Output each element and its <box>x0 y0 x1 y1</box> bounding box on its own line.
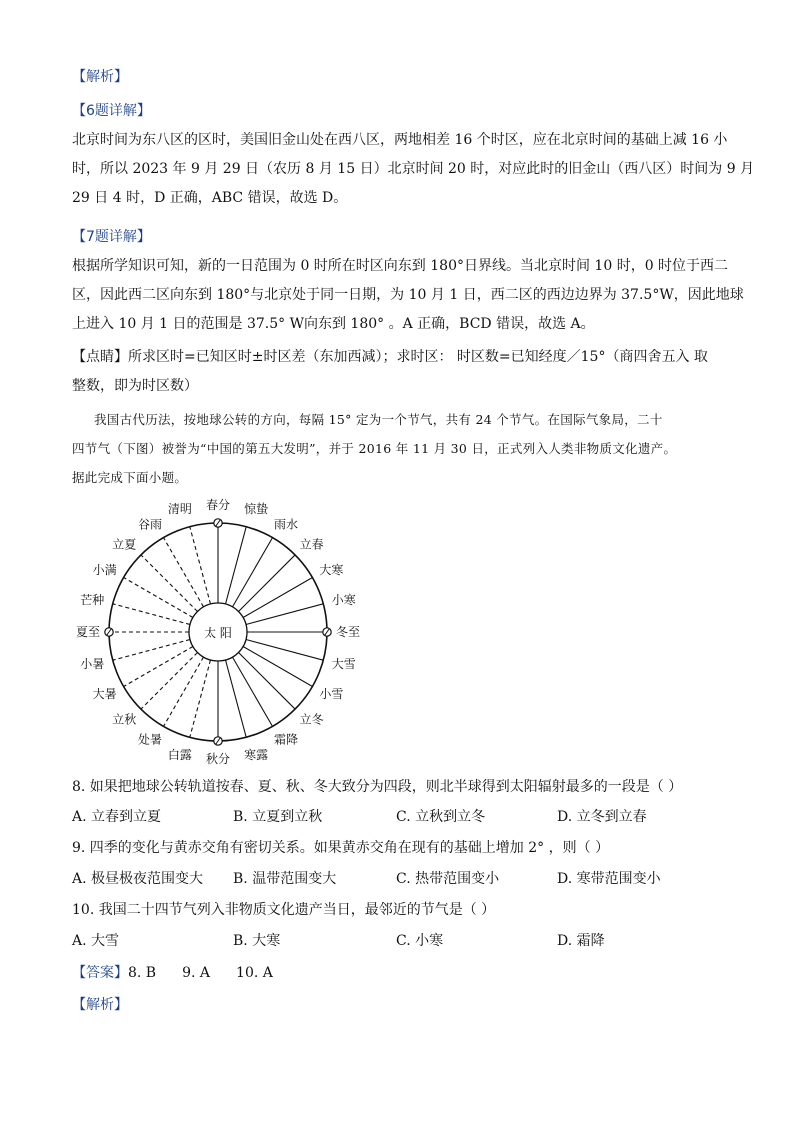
intro-paragraph <box>72 405 722 492</box>
q6-detail-heading: 【6题详解】 <box>72 103 151 119</box>
solar-term-label: 处暑 <box>137 732 162 747</box>
solar-term-label: 雨水 <box>274 517 299 532</box>
text-line <box>72 343 722 372</box>
solar-term-label: 夏至 <box>75 625 100 639</box>
q7-detail-text <box>72 252 744 339</box>
spoke-line <box>124 578 193 618</box>
answer-item: 9. A <box>182 965 211 981</box>
question-9-option-c[interactable]: C. 热带范围变小 <box>396 871 500 887</box>
text-line: 区，因此西二区向东到 180°与北京处于同一日期，为 10 月 1 日，西二区的西边边界为 37.5°W，因此地球 <box>72 287 744 303</box>
spoke-line <box>164 538 204 607</box>
text-line: 29 日 4 时，D 正确，ABC 错误，故选 D。 <box>72 190 348 206</box>
answer-line <box>72 962 273 982</box>
spoke-line <box>141 653 198 710</box>
text-line: 上进入 10 月 1 日的范围是 37.5° W向东到 180° 。A 正确，BCD 错误，故选 A。 <box>72 316 595 332</box>
text-line: 整数，即为时区数） <box>72 378 198 394</box>
spoke-line <box>113 640 190 661</box>
question-10-option-b[interactable]: B. 大寒 <box>233 933 281 949</box>
solar-term-label: 春分 <box>205 498 231 512</box>
analysis-heading-2: 【解析】 <box>72 997 128 1013</box>
text-line: 根据所学知识可知，新的一日范围为 0 时所在时区向东到 180°日界线。当北京时间 10 时，0 时位于西二 <box>72 258 729 274</box>
question-9-stem: 9. 四季的变化与黄赤交角有密切关系。如果黄赤交角在现有的基础上增加 2° ，则（ ） <box>72 840 610 856</box>
solar-term-label: 小雪 <box>319 687 344 701</box>
solar-term-label: 清明 <box>167 502 192 517</box>
solar-term-label: 霜降 <box>274 732 299 747</box>
text-line: 时，所以 2023 年 9 月 29 日（农历 8 月 15 日）北京时间 20 时，对应此时的旧金山（西八区）时间为 9 月 <box>72 161 755 177</box>
spoke-line <box>226 660 247 737</box>
solar-term-label: 小寒 <box>331 592 356 607</box>
text-line: 我国古代历法，按地球公转的方向，每隔 15° 定为一个节气，共有 24 个节气。在国际气象局，二十 <box>94 412 663 427</box>
spoke-line <box>246 604 323 625</box>
solar-term-label: 秋分 <box>205 752 231 766</box>
q6-detail-text <box>72 126 755 213</box>
spoke-line <box>246 640 323 661</box>
question-10-option-d[interactable]: D. 霜降 <box>557 933 605 949</box>
question-8-option-a[interactable]: A. 立春到立夏 <box>72 809 162 825</box>
spoke-line <box>190 660 211 737</box>
question-9-option-d[interactable]: D. 寒带范围变小 <box>557 871 661 887</box>
solar-term-label: 立秋 <box>112 712 137 727</box>
solar-term-label: 惊蛰 <box>244 502 269 517</box>
solar-term-label: 白露 <box>167 747 192 762</box>
solar-term-label: 立冬 <box>299 712 324 727</box>
spoke-line <box>226 527 247 604</box>
question-8-option-b[interactable]: B. 立夏到立秋 <box>233 809 323 825</box>
question-8-option-d[interactable]: D. 立冬到立春 <box>557 809 647 825</box>
tip-text <box>72 343 722 401</box>
solar-term-label: 寒露 <box>244 747 269 762</box>
question-9-option-b[interactable]: B. 温带范围变大 <box>233 871 337 887</box>
answer-item: 8. B <box>128 965 157 981</box>
question-10-option-a[interactable]: A. 大雪 <box>72 933 120 949</box>
solar-terms-diagram <box>60 490 400 770</box>
spoke-line <box>243 578 312 618</box>
spoke-line <box>164 657 204 726</box>
question-9-option-a[interactable]: A. 极昼极夜范围变大 <box>72 871 204 887</box>
spoke-line <box>233 657 273 726</box>
tip-label: 【点睛】 <box>72 349 128 365</box>
question-10-option-c[interactable]: C. 小寒 <box>396 933 444 949</box>
spoke-line <box>124 647 193 687</box>
solar-term-label: 冬至 <box>336 625 361 639</box>
solar-term-label: 大寒 <box>319 563 344 577</box>
spoke-line <box>113 604 190 625</box>
spoke-line <box>243 647 312 687</box>
answer-item: 10. A <box>236 965 273 981</box>
spoke-line <box>141 555 198 612</box>
solar-term-label: 小暑 <box>80 657 105 672</box>
spoke-line <box>233 538 273 607</box>
question-8-option-c[interactable]: C. 立秋到立冬 <box>396 809 486 825</box>
question-8-stem: 8. 如果把地球公转轨道按春、夏、秋、冬大致分为四段，则北半球得到太阳辐射最多的一段是（ ） <box>72 779 683 795</box>
solar-term-label: 谷雨 <box>137 517 162 532</box>
text-line: 北京时间为东八区的区时，美国旧金山处在西八区，两地相差 16 个时区，应在北京时间的基础上减 16 小 <box>72 132 728 148</box>
solar-term-label: 芒种 <box>80 592 105 607</box>
spoke-line <box>239 555 296 612</box>
analysis-heading: 【解析】 <box>72 69 128 85</box>
solar-term-label: 小满 <box>92 563 117 577</box>
q7-detail-heading: 【7题详解】 <box>72 229 151 245</box>
spoke-line <box>239 653 296 710</box>
sun-label: 太 阳 <box>204 626 232 640</box>
question-10-stem: 10. 我国二十四节气列入非物质文化遗产当日，最邻近的节气是（ ） <box>72 902 496 918</box>
text-line: 据此完成下面小题。 <box>72 470 188 485</box>
solar-term-label: 大雪 <box>331 657 356 672</box>
solar-term-label: 大暑 <box>92 687 117 701</box>
spoke-line <box>190 527 211 604</box>
answer-label: 【答案】 <box>72 965 128 981</box>
tip-line-1: 所求区时=已知区时±时区差（东加西减）；求时区： 时区数=已知经度／15°（商四舍五入 取 <box>128 349 708 365</box>
text-line: 四节气（下图）被誉为“中国的第五大发明”，并于 2016 年 11 月 30 日，正式列入人类非物质文化遗产。 <box>72 441 677 456</box>
solar-term-label: 立夏 <box>112 537 137 552</box>
solar-term-label: 立春 <box>299 537 324 552</box>
